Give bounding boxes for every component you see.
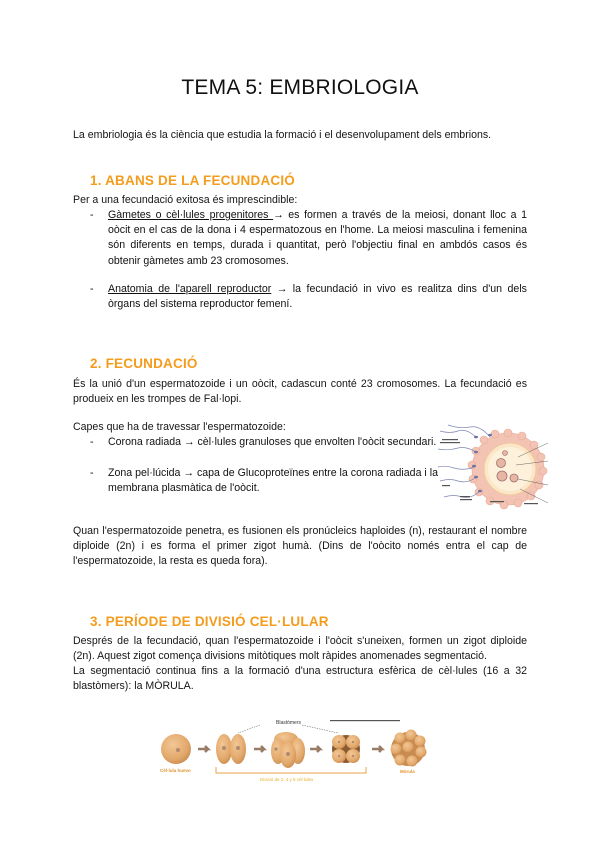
bullet-term: Anatomia de l'aparell reproductor bbox=[108, 283, 272, 295]
segmentation-figure bbox=[160, 717, 440, 785]
bullet-dash: - bbox=[90, 209, 94, 221]
bullet-anatomy bbox=[90, 282, 527, 314]
division-label: Divisió de 2, 4 y 8 cèl·lules bbox=[260, 777, 314, 782]
bullet-body: → la fecundació in vivo es realitza dins d'un dels òrgans del sistema reproductor femení. bbox=[108, 283, 527, 311]
bullet-body: → es formen a través de la meiosi, donant lloc a 1 oòcit en el cas de la dona i 4 espermatozous en l'home. La meiosi masculina i femenina són diferents en temps, durada i quantitat, però l'objectiu final en ambdós casos és obtenir gàmetes amb 23 cromosomes. bbox=[108, 209, 527, 267]
bullet-zona-pellucida bbox=[90, 466, 438, 498]
bullet-dash: - bbox=[90, 283, 94, 295]
bullet-text bbox=[108, 208, 527, 269]
section-2-paragraph-1: És la unió d'un espermatozoide i un oòcit, cadascun conté 23 cromosomes. La fecundació es produeix en les trompes de Fal·lopi. bbox=[73, 378, 527, 406]
section-heading-3: 3. PERÍODE DE DIVISIÓ CEL·LULAR bbox=[90, 614, 329, 629]
section-heading-1: 1. ABANS DE LA FECUNDACIÓ bbox=[90, 173, 296, 188]
section-heading-2: 2. FECUNDACIÓ bbox=[90, 356, 198, 371]
oocyte-fertilization-figure bbox=[438, 423, 548, 511]
section-3-paragraph-1: Després de la fecundació, quan l'espermatozoide i l'oòcit s'uneixen, formen un zigot diploide (2n). Aquest zigot comença divisions mitòtiques molt ràpides anomenades segmentació. bbox=[73, 635, 527, 663]
bullet-dash: - bbox=[90, 467, 94, 479]
oocyte-illustration bbox=[438, 423, 548, 511]
intro-paragraph: La embriologia és la ciència que estudia la formació i el desenvolupament dels embrions. bbox=[73, 129, 492, 141]
bullet-text bbox=[108, 282, 527, 312]
section-3-paragraph-2: La segmentació continua fins a la formació d'una estructura esfèrica de cèl·lules (16 a 32 blastòmers): la MÒRULA. bbox=[73, 665, 527, 693]
blastomer-label: Blastòmers bbox=[276, 720, 302, 726]
morula-label: Mòrula bbox=[400, 769, 415, 774]
page-title: TEMA 5: EMBRIOLOGIA bbox=[181, 76, 419, 99]
bullet-dash: - bbox=[90, 436, 94, 448]
section-1-lead: Per a una fecundació exitosa és imprescindible: bbox=[73, 194, 298, 206]
section-2-paragraph-2: Quan l'espermatozoide penetra, es fusionen els pronúcleics haploides (n), restaurant el nombre diploide (2n) i es forma el primer zigot humà. (Dins de l'oòcito només entra el cap de l'espermatozoide, la resta es queda fora). bbox=[73, 525, 527, 568]
bullet-gametes bbox=[90, 208, 527, 270]
section-2-lead: Capes que ha de travessar l'espermatozoide: bbox=[73, 421, 286, 433]
bullet-text: Zona pel·lúcida → capa de Glucoproteïnes entre la corona radiada i la membrana plasmàtica de l'oòcit. bbox=[108, 467, 438, 495]
bullet-term: Gàmetes o cèl·lules progenitores bbox=[108, 209, 274, 221]
bullet-text: Corona radiada → cèl·lules granuloses que envolten l'oòcit secundari. bbox=[108, 436, 437, 448]
start-cell-label: Cèl·lula huevo bbox=[160, 768, 191, 773]
bullet-corona-radiada bbox=[90, 435, 438, 467]
segmentation-illustration bbox=[160, 717, 440, 785]
